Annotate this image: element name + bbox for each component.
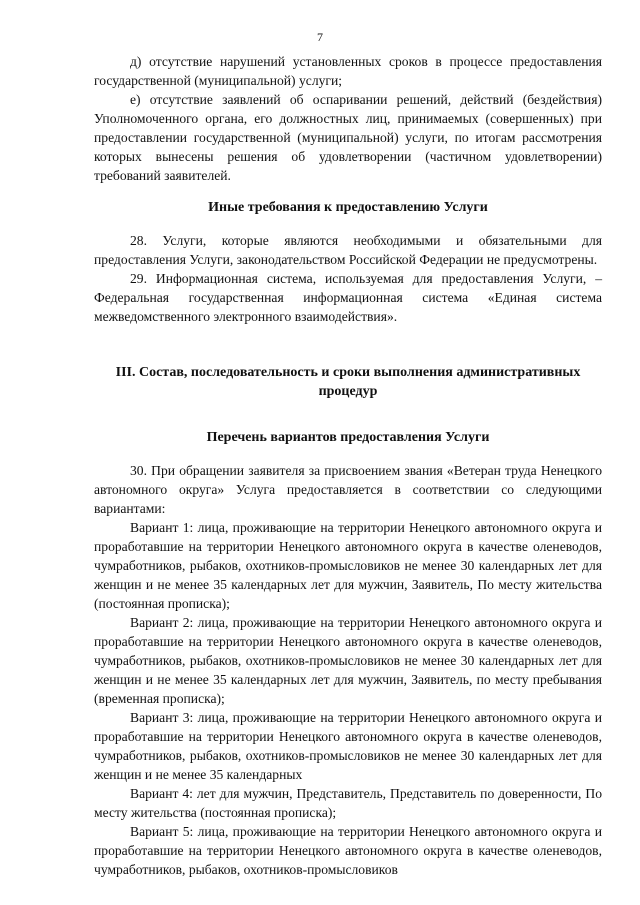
paragraph-variant-5: Вариант 5: лица, проживающие на территории Ненецкого автономного округа и проработавшие на территории Ненецкого автономного округа в качестве оленеводов, чумработников, рыбаков, охотников-промысловиков <box>94 824 602 877</box>
paragraph-item-d: д) отсутствие нарушений установленных сроков в процессе предоставления государственной (муниципальной) услуги; <box>94 54 602 88</box>
heading-variants-list: Перечень вариантов предоставления Услуги <box>206 430 490 445</box>
paragraph-28: 28. Услуги, которые являются необходимыми и обязательными для предоставления Услуги, законодательством Российской Федерации не предусмотрены. <box>94 233 602 267</box>
paragraph-variant-4: Вариант 4: лет для мужчин, Представитель, Представитель по доверенности, По месту жительства (постоянная прописка); <box>94 786 602 820</box>
paragraph-variant-2: Вариант 2: лица, проживающие на территории Ненецкого автономного округа и проработавшие на территории Ненецкого автономного округа в качестве оленеводов, чумработников, рыбаков, охотников-промысловиков не менее 30 календарных лет для женщин и не менее 35 календарных лет для мужчин, Заявитель, по месту пребывания (временная прописка); <box>94 615 602 706</box>
heading-other-requirements: Иные требования к предоставлению Услуги <box>208 200 488 215</box>
paragraph-item-e: е) отсутствие заявлений об оспаривании решений, действий (бездействия) Уполномоченного органа, его должностных лиц, принимаемых (совершенных) при предоставлении государственной (муниципальной) услуги, по итогам рассмотрения которых вынесены решения об удовлетворении (частичном удовлетворении) требований заявителей. <box>94 92 602 183</box>
heading-section-3: III. Состав, последовательность и сроки выполнения административных процедур <box>115 365 581 399</box>
paragraph-29: 29. Информационная система, используемая для предоставления Услуги, – Федеральная государственная информационная система «Единая система межведомственного электронного взаимодействия». <box>94 271 602 324</box>
paragraph-variant-1: Вариант 1: лица, проживающие на территории Ненецкого автономного округа и проработавшие на территории Ненецкого автономного округа в качестве оленеводов, чумработников, рыбаков, охотников-промысловиков не менее 30 календарных лет для женщин и не менее 35 календарных лет для мужчин, Заявитель, По месту жительства (постоянная прописка); <box>94 520 602 611</box>
paragraph-variant-3: Вариант 3: лица, проживающие на территории Ненецкого автономного округа и проработавшие на территории Ненецкого автономного округа в качестве оленеводов, чумработников, рыбаков, охотников-промысловиков не менее 30 календарных лет для женщин и не менее 35 календарных <box>94 710 602 782</box>
page-number: 7 <box>317 30 323 44</box>
document-body <box>94 52 602 879</box>
paragraph-30: 30. При обращении заявителя за присвоением звания «Ветеран труда Ненецкого автономного округа» Услуга предоставляется в соответствии со следующими вариантами: <box>94 463 602 516</box>
